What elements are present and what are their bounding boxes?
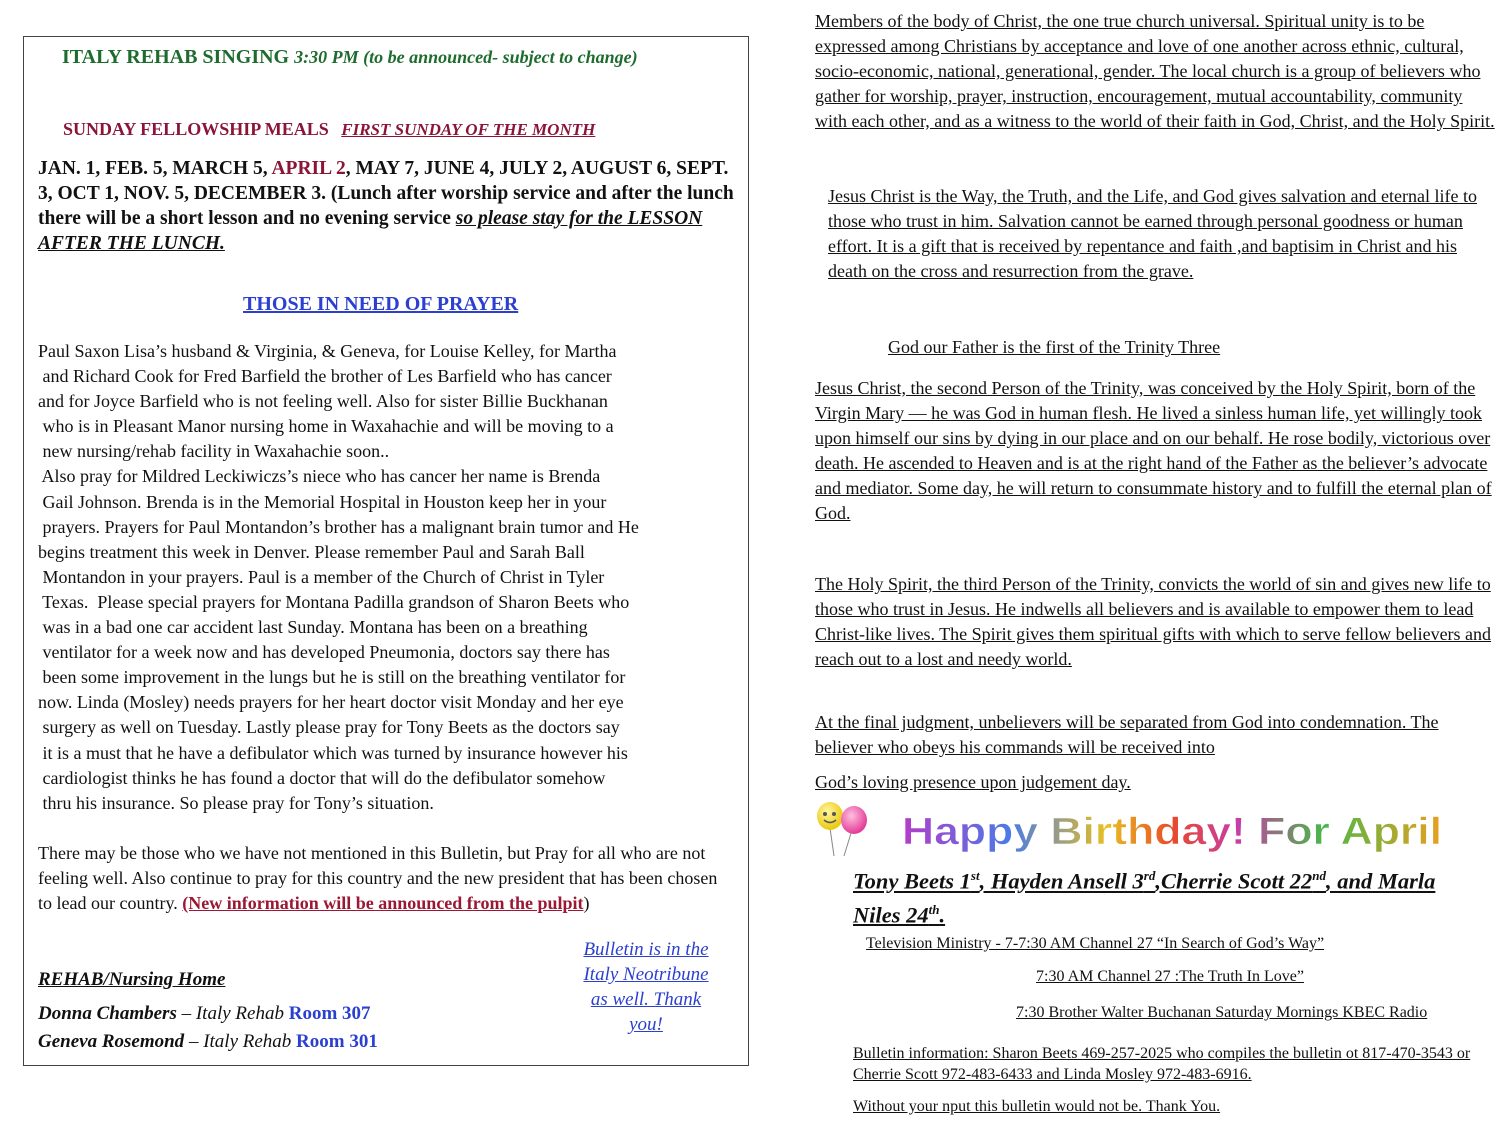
rehab-entry-place: – Italy Rehab xyxy=(176,1003,289,1024)
closing-pulpit-note: (New information will be announced from the pulpit xyxy=(182,893,584,913)
prayer-line: surgery as well on Tuesday. Lastly please pray for Tony Beets as the doctors say xyxy=(38,717,620,738)
prayer-line: Montandon in your prayers. Paul is a member of the Church of Christ in Tyler xyxy=(38,566,605,587)
birthday-banner-text: Happy Birthday! For April xyxy=(902,811,1442,853)
belief-judgment-a: At the final judgment, unbelievers will be separated from God into condemnation. The believer who obeys his commands will be received into xyxy=(815,712,1439,757)
rehab-entry xyxy=(38,1000,458,1028)
belief-judgment xyxy=(815,710,1495,795)
belief-father: God our Father is the first of the Trinity Three xyxy=(888,337,1221,357)
fellowship-title: SUNDAY FELLOWSHIP MEALS xyxy=(63,119,329,139)
rehab-list-heading: REHAB/Nursing Home xyxy=(38,969,226,990)
prayer-line: thru his insurance. So please pray for Tony’s situation. xyxy=(38,792,434,813)
prayer-line: ventilator for a week now and has developed Pneumonia, doctors say there has xyxy=(38,642,610,663)
belief-salvation: Jesus Christ is the Way, the Truth, and the Life, and God gives salvation and eternal life to those who trust in him. Salvation cannot be earned through personal goodness or human effort. It is a gift that is received by repentance and faith ,and baptisim in Christ and his death on the cross and resurrection from the grave. xyxy=(828,186,1477,281)
prayer-line: Paul Saxon Lisa’s husband & Virginia, & Geneva, for Louise Kelley, for Martha xyxy=(38,341,617,361)
rehab-singing-heading xyxy=(62,46,638,69)
fellowship-dates xyxy=(38,156,738,256)
bday-ord-3: nd xyxy=(1312,868,1326,883)
bday-ord-2: rd xyxy=(1143,868,1156,883)
bday-end: . xyxy=(939,902,946,927)
prayer-line: new nursing/rehab facility in Waxahachie soon.. xyxy=(38,441,390,462)
prayer-line: now. Linda (Mosley) needs prayers for her heart doctor visit Monday and her eye xyxy=(38,692,624,713)
tv-ministry-line-2 xyxy=(866,968,1304,986)
dates-part2: , MAY 7, JUNE 4, JULY 2, AUGUST 6, SEPT. 3, OCT 1, NOV. 5, DECEMBER 3. (Lunch after worship service and after the lunch there will be a short lesson and no evening service xyxy=(38,158,734,229)
tv-ministry-line-1: Television Ministry - 7-7:30 AM Channel 27 “In Search of God’s Way” xyxy=(866,935,1325,952)
rehab-entry xyxy=(38,1028,458,1056)
bday-name-2: , Hayden Ansell 3 xyxy=(979,868,1144,894)
prayer-line: Texas. Please special prayers for Montana Padilla grandson of Sharon Beets who xyxy=(38,591,630,612)
rehab-entry-room: Room 301 xyxy=(296,1031,378,1052)
bulletin-info: Bulletin information: Sharon Beets 469-257-2025 who compiles the bulletin ot 817-470-3543 or Cherrie Scott 972-483-6433 and Linda Mosley 972-483-6916. xyxy=(853,1045,1471,1083)
fellowship-subtitle: FIRST SUNDAY OF THE MONTH xyxy=(341,120,596,139)
rehab-entry-name: Geneva Rosemond xyxy=(38,1031,185,1052)
rehab-entry-room: Room 307 xyxy=(288,1003,371,1024)
closing-paragraph xyxy=(38,841,728,916)
thank-you-note: Without your nput this bulletin would not be. Thank You. xyxy=(853,1098,1221,1115)
closing-text: There may be those who we have not mentioned in this Bulletin, but Pray for all who are not feeling well. Also continue to pray for this country and the new president that has been chosen to lead our country. xyxy=(38,843,718,913)
prayer-line: and Richard Cook for Fred Barfield the brother of Les Barfield who has cancer xyxy=(38,366,612,387)
prayer-line: and for Joyce Barfield who is not feeling well. Also for sister Billie Buckhanan xyxy=(38,391,608,412)
bday-name-3: ,Cherrie Scott 22 xyxy=(1155,868,1313,894)
prayer-line: prayers. Prayers for Paul Montandon’s brother has a malignant brain tumor and He xyxy=(38,516,639,537)
neotribune-note: Bulletin is in the Italy Neotribune as well. Thank you! xyxy=(583,939,709,1035)
dates-april: APRIL 2 xyxy=(271,158,346,179)
tv-line-3-text: 7:30 Brother Walter Buchanan Saturday Mornings KBEC Radio xyxy=(1016,1004,1428,1021)
prayer-line: it is a must that he have a defibulator which was turned by insurance however his xyxy=(38,742,628,763)
belief-holy-spirit: The Holy Spirit, the third Person of the Trinity, convicts the world of sin and gives new life to those who trust in Jesus. He indwells all believers and is available to empower them to lead Christ-like lives. The Spirit gives them spiritual gifts with which to serve fellow believers and reach out to a lost and needy world. xyxy=(815,574,1492,669)
bday-ord-4: th xyxy=(928,901,940,917)
bday-ord-1: st xyxy=(970,868,980,883)
rehab-nursing-list xyxy=(38,966,458,1056)
prayer-line: been some improvement in the lungs but he is still on the breathing ventilator for xyxy=(38,667,626,688)
dates-emphasis: so please stay for the LESSON AFTER THE LUNCH. xyxy=(38,208,703,254)
belief-jesus: Jesus Christ, the second Person of the Trinity, was conceived by the Holy Spirit, born of the Virgin Mary — he was God in human flesh. He lived a sinless human life, yet willingly took upon himself our sins by dying in our place and on our behalf. He rose bodily, victorious over death. He ascended to Heaven and is at the right hand of the Father as the believer’s advocate and mediator. Some day, he will return to consummate history and to fulfill the eternal plan of God. xyxy=(815,378,1492,523)
rehab-singing-title: ITALY REHAB SINGING xyxy=(62,46,290,68)
prayer-line: Gail Johnson. Brenda is in the Memorial Hospital in Houston keep her in your xyxy=(38,491,607,512)
tv-line-2-text: 7:30 AM Channel 27 :The Truth In Love” xyxy=(1036,968,1304,985)
bday-name-4: , and Marla Niles 24 xyxy=(853,868,1436,927)
prayer-line: cardiologist thinks he has found a doctor that will do the defibulator somehow xyxy=(38,767,606,788)
tv-ministry-line-3 xyxy=(866,1004,1427,1022)
bday-name-1: Tony Beets 1 xyxy=(853,868,971,894)
fellowship-heading xyxy=(63,119,595,140)
prayer-list xyxy=(38,339,744,816)
rehab-entry-name: Donna Chambers xyxy=(38,1003,177,1024)
closing-end: ) xyxy=(583,893,590,913)
dates-part1: JAN. 1, FEB. 5, MARCH 5, xyxy=(38,158,272,179)
rehab-singing-time: 3:30 PM (to be announced- subject to change) xyxy=(294,47,638,67)
belief-church: Members of the body of Christ, the one true church universal. Spiritual unity is to be expressed among Christians by acceptance and love of one another across ethnic, cultural, socio-economic, national, generational, gender. The local church is a group of believers who gather for worship, prayer, instruction, encouragement, mutual accountability, community with each other, and as a witness to the world of their faith in God, Christ, and the Holy Spirit. xyxy=(815,11,1495,131)
balloons-icon xyxy=(817,802,867,856)
belief-judgment-b: God’s loving presence upon judgement day. xyxy=(815,772,1131,792)
prayer-line: who is in Pleasant Manor nursing home in Waxahachie and will be moving to a xyxy=(38,416,614,437)
prayer-line: Also pray for Mildred Leckiwiczs’s niece who has cancer her name is Brenda xyxy=(38,466,601,487)
prayer-heading: THOSE IN NEED OF PRAYER xyxy=(243,293,519,315)
birthday-banner xyxy=(812,800,1452,862)
prayer-line: begins treatment this week in Denver. Please remember Paul and Sarah Ball xyxy=(38,541,585,562)
prayer-line: was in a bad one car accident last Sunday. Montana has been on a breathing xyxy=(38,617,588,638)
birthday-names xyxy=(853,862,1473,929)
rehab-entry-place: – Italy Rehab xyxy=(184,1031,297,1052)
